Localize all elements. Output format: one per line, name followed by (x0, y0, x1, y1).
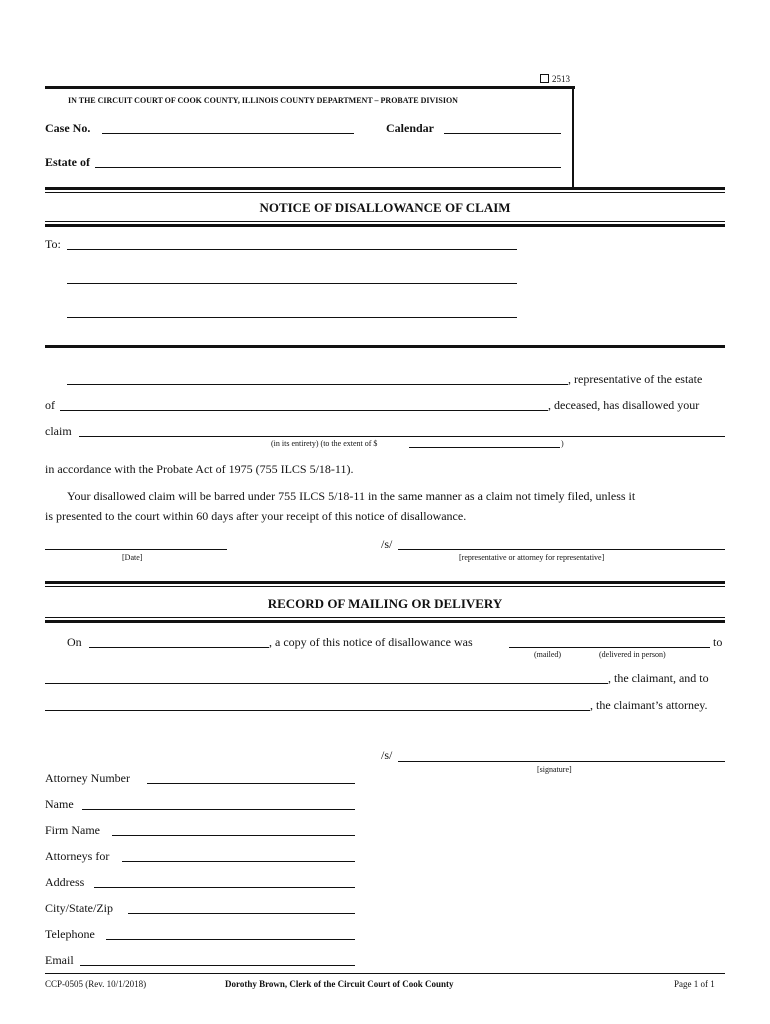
rule-thick-4 (45, 581, 725, 584)
barred-line-2: is presented to the court within 60 days after your receipt of this notice of disallowance. (45, 509, 467, 523)
court-line: IN THE CIRCUIT COURT OF COOK COUNTY, ILLINOIS COUNTY DEPARTMENT – PROBATE DIVISION (68, 96, 458, 105)
method-field[interactable] (509, 647, 710, 648)
name-field[interactable] (82, 809, 355, 810)
header-right-rule (572, 86, 574, 188)
attorney-text: , the claimant’s attorney. (590, 698, 708, 712)
estate-of-label: Estate of (45, 155, 90, 169)
signature-caption: [signature] (537, 765, 572, 774)
entirety-note (271, 439, 377, 448)
footer-rule (45, 973, 725, 974)
to-line-3[interactable] (67, 317, 517, 318)
email-field[interactable] (80, 965, 355, 966)
header-top-rule (45, 86, 575, 89)
case-no-label: Case No. (45, 121, 91, 135)
to-label: To: (45, 237, 61, 251)
of-label: of (45, 398, 55, 412)
attorney-number-field[interactable] (147, 783, 355, 784)
to-line-1[interactable] (67, 249, 517, 250)
record-signature-field[interactable] (398, 761, 725, 762)
entirety-note-text: (in its entirety) (to the extent of $ (271, 439, 378, 448)
form-checkbox[interactable] (540, 74, 549, 83)
attorneys-for-label: Attorneys for (45, 849, 110, 863)
notice-title: NOTICE OF DISALLOWANCE OF CLAIM (259, 200, 511, 215)
deceased-text: , deceased, has disallowed your (548, 398, 700, 412)
city-state-zip-label: City/State/Zip (45, 901, 113, 915)
address-field[interactable] (94, 887, 355, 888)
rule-thick-1 (45, 187, 725, 190)
entirety-close: ) (561, 439, 564, 448)
on-date-field[interactable] (89, 647, 269, 648)
record-title: RECORD OF MAILING OR DELIVERY (267, 596, 503, 611)
firm-name-label: Firm Name (45, 823, 100, 837)
clerk-name: Dorothy Brown, Clerk of the Circuit Court of Cook County (225, 979, 454, 989)
delivered-caption: (delivered in person) (599, 650, 666, 659)
date-field[interactable] (45, 549, 227, 550)
rule-thick-2 (45, 224, 725, 227)
form-number-text: 2513 (552, 74, 570, 84)
telephone-field[interactable] (106, 939, 355, 940)
city-state-zip-field[interactable] (128, 913, 355, 914)
firm-name-field[interactable] (112, 835, 355, 836)
address-label: Address (45, 875, 85, 889)
calendar-label: Calendar (386, 121, 434, 135)
rep-caption: [representative or attorney for representative] (459, 553, 605, 562)
mailed-caption: (mailed) (534, 650, 562, 659)
claim-field[interactable] (79, 436, 725, 437)
claim-label: claim (45, 424, 72, 438)
name-label: Name (45, 797, 74, 811)
rule-thin-2 (45, 221, 725, 222)
calendar-field[interactable] (444, 133, 561, 134)
record-sig-prefix: /s/ (381, 748, 393, 762)
form-number (540, 74, 570, 84)
to-line-2[interactable] (67, 283, 517, 284)
on-label: On (67, 635, 82, 649)
form-rev: CCP-0505 (Rev. 10/1/2018) (45, 979, 147, 989)
rule-thin-1 (45, 192, 725, 193)
to-text: to (713, 635, 723, 649)
attorney-number-label: Attorney Number (45, 771, 130, 785)
representative-text: , representative of the estate (568, 372, 703, 386)
probate-act-text: in accordance with the Probate Act of 1975 (755 ILCS 5/18-11). (45, 462, 354, 476)
date-caption: [Date] (122, 553, 143, 562)
decedent-field[interactable] (60, 410, 548, 411)
claimant-text: , the claimant, and to (608, 671, 709, 685)
estate-of-field[interactable] (95, 167, 561, 168)
attorneys-for-field[interactable] (122, 861, 355, 862)
rule-thin-4 (45, 586, 725, 587)
telephone-label: Telephone (45, 927, 95, 941)
rule-thick-5 (45, 620, 725, 623)
rule-thin-5 (45, 617, 725, 618)
barred-line-1: Your disallowed claim will be barred under 755 ILCS 5/18-11 in the same manner as a claim not timely filed, unless it (67, 489, 636, 503)
claimant-attorney-field[interactable] (45, 710, 590, 711)
page-number: Page 1 of 1 (674, 979, 715, 989)
rule-thick-3 (45, 345, 725, 348)
case-no-field[interactable] (102, 133, 354, 134)
extent-amount-field[interactable] (409, 447, 560, 448)
notice-signature-field[interactable] (398, 549, 725, 550)
copy-text: , a copy of this notice of disallowance was (269, 635, 473, 649)
email-label: Email (45, 953, 74, 967)
representative-field[interactable] (67, 384, 568, 385)
notice-sig-prefix: /s/ (381, 537, 393, 551)
claimant-field[interactable] (45, 683, 608, 684)
